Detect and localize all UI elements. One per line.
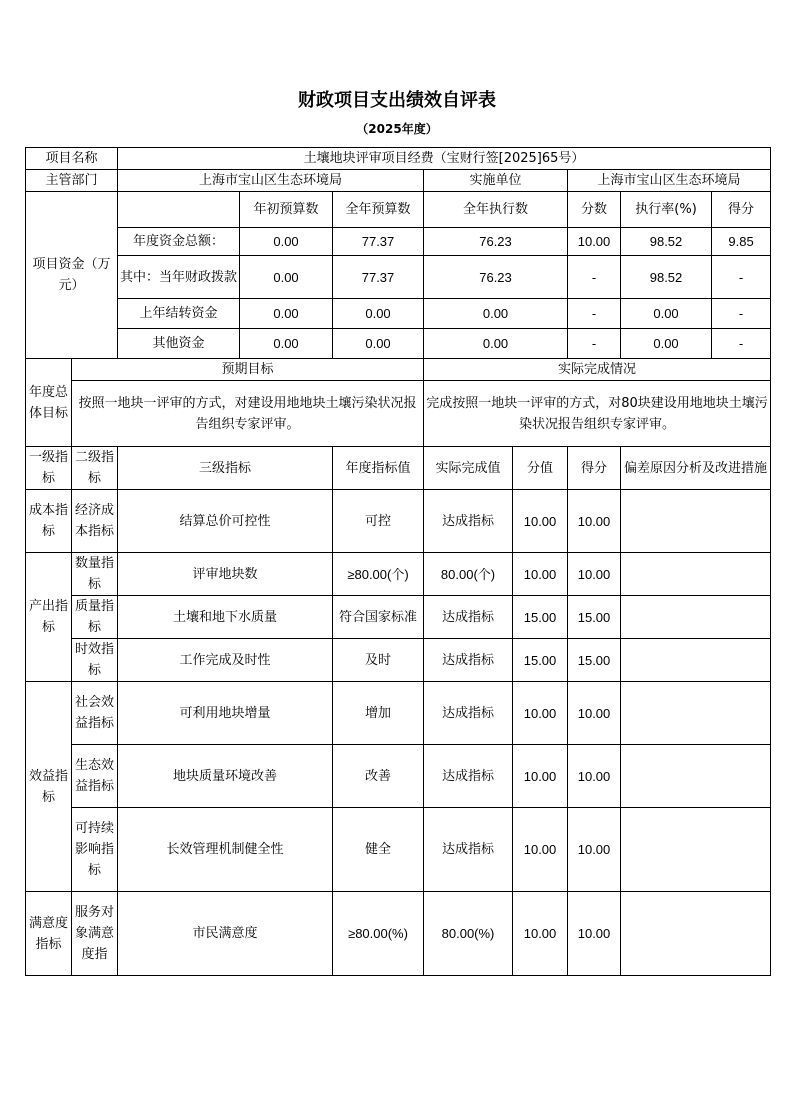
actual-cell: 达成指标 [424,596,513,639]
indicator-header: 分值 [513,447,568,490]
funds-row-label: 年度资金总额： [118,228,240,256]
score-cell: 10.00 [568,745,621,808]
score-cell: 10.00 [568,490,621,553]
target-cell: ≥80.00(%) [333,892,424,976]
funds-row [26,256,771,299]
score-cell: 15.00 [568,639,621,682]
evaluation-table [25,147,771,976]
project-name-value: 土壤地块评审项目经费（宝财行签[2025]65号） [118,148,771,170]
actual-cell: 达成指标 [424,682,513,745]
funds-cell: 0.00 [240,299,333,329]
indicator-header: 实际完成值 [424,447,513,490]
level2-cell: 社会效益指标 [72,682,118,745]
table-row [26,745,771,808]
goals-label: 年度总体目标 [26,359,72,447]
actual-cell: 达成指标 [424,490,513,553]
table-row [26,490,771,553]
level3-cell: 土壤和地下水质量 [118,596,333,639]
funds-cell: 0.00 [240,228,333,256]
funds-header: 分数 [568,192,621,228]
table-row [26,682,771,745]
level2-cell: 可持续影响指标 [72,808,118,892]
expected-goal-text: 按照一地块一评审的方式，对建设用地地块土壤污染状况报告组织专家评审。 [72,381,424,447]
funds-cell: - [712,256,771,299]
actual-goal-text: 完成按照一地块一评审的方式，对80块建设用地地块土壤污染状况报告组织专家评审。 [424,381,771,447]
level1-cell: 成本指标 [26,490,72,553]
actual-cell: 达成指标 [424,745,513,808]
level2-cell: 质量指标 [72,596,118,639]
funds-header: 全年执行数 [424,192,568,228]
level3-cell: 评审地块数 [118,553,333,596]
dept-label: 主管部门 [26,170,118,192]
funds-cell: - [712,299,771,329]
level2-cell: 时效指标 [72,639,118,682]
funds-cell: 98.52 [621,256,712,299]
weight-cell: 10.00 [513,490,568,553]
funds-cell: 0.00 [424,329,568,359]
funds-cell: 0.00 [240,256,333,299]
level3-cell: 结算总价可控性 [118,490,333,553]
level1-cell: 产出指标 [26,553,72,682]
funds-header: 全年预算数 [333,192,424,228]
indicator-header: 年度指标值 [333,447,424,490]
funds-cell: 98.52 [621,228,712,256]
funds-row [26,228,771,256]
target-cell: 健全 [333,808,424,892]
weight-cell: 10.00 [513,892,568,976]
indicator-header: 得分 [568,447,621,490]
funds-header: 得分 [712,192,771,228]
remark-cell [621,892,771,976]
indicator-header: 一级指标 [26,447,72,490]
page-title: 财政项目支出绩效自评表 [298,90,496,111]
funds-cell: 0.00 [621,329,712,359]
indicator-header: 偏差原因分析及改进措施 [621,447,771,490]
remark-cell [621,490,771,553]
level2-cell: 生态效益指标 [72,745,118,808]
funds-cell: - [568,299,621,329]
weight-cell: 10.00 [513,553,568,596]
weight-cell: 10.00 [513,745,568,808]
impl-value: 上海市宝山区生态环境局 [568,170,771,192]
level3-cell: 地块质量环境改善 [118,745,333,808]
level3-cell: 可利用地块增量 [118,682,333,745]
indicator-header-row [26,447,771,490]
actual-goal-header: 实际完成情况 [424,359,771,381]
level3-cell: 市民满意度 [118,892,333,976]
level1-cell: 满意度指标 [26,892,72,976]
table-row [26,639,771,682]
target-cell: ≥80.00(个) [333,553,424,596]
indicator-header: 二级指标 [72,447,118,490]
funds-cell: 9.85 [712,228,771,256]
level2-cell: 服务对象满意度指 [72,892,118,976]
funds-cell: 77.37 [333,256,424,299]
funds-cell: 77.37 [333,228,424,256]
actual-cell: 80.00(%) [424,892,513,976]
level3-cell: 长效管理机制健全性 [118,808,333,892]
score-cell: 10.00 [568,808,621,892]
funds-cell: - [568,329,621,359]
target-cell: 符合国家标准 [333,596,424,639]
weight-cell: 15.00 [513,596,568,639]
funds-cell: - [568,256,621,299]
funds-cell: 0.00 [240,329,333,359]
remark-cell [621,639,771,682]
table-row [26,892,771,976]
score-cell: 10.00 [568,553,621,596]
funds-label: 项目资金（万元） [26,192,118,359]
funds-cell: 0.00 [424,299,568,329]
indicator-header: 三级指标 [118,447,333,490]
weight-cell: 15.00 [513,639,568,682]
project-name-label: 项目名称 [26,148,118,170]
target-cell: 及时 [333,639,424,682]
remark-cell [621,682,771,745]
remark-cell [621,553,771,596]
funds-cell: - [712,329,771,359]
funds-cell: 0.00 [621,299,712,329]
score-cell: 10.00 [568,892,621,976]
impl-label: 实施单位 [424,170,568,192]
actual-cell: 达成指标 [424,808,513,892]
target-cell: 改善 [333,745,424,808]
funds-cell: 76.23 [424,256,568,299]
expected-goal-header: 预期目标 [72,359,424,381]
weight-cell: 10.00 [513,808,568,892]
funds-cell: 0.00 [333,329,424,359]
actual-cell: 80.00(个) [424,553,513,596]
actual-cell: 达成指标 [424,639,513,682]
funds-row [26,299,771,329]
page-subtitle: （2025年度） [356,122,438,136]
funds-cell: 10.00 [568,228,621,256]
level2-cell: 经济成本指标 [72,490,118,553]
weight-cell: 10.00 [513,682,568,745]
funds-cell: 76.23 [424,228,568,256]
table-row [26,596,771,639]
funds-header: 年初预算数 [240,192,333,228]
funds-row [26,329,771,359]
dept-value: 上海市宝山区生态环境局 [118,170,424,192]
table-row [26,808,771,892]
score-cell: 15.00 [568,596,621,639]
funds-header-blank [118,192,240,228]
funds-row-label: 其中：当年财政拨款 [118,256,240,299]
funds-row-label: 上年结转资金 [118,299,240,329]
remark-cell [621,745,771,808]
funds-row-label: 其他资金 [118,329,240,359]
score-cell: 10.00 [568,682,621,745]
target-cell: 可控 [333,490,424,553]
level3-cell: 工作完成及时性 [118,639,333,682]
target-cell: 增加 [333,682,424,745]
remark-cell [621,808,771,892]
remark-cell [621,596,771,639]
funds-header: 执行率(%) [621,192,712,228]
level1-cell: 效益指标 [26,682,72,892]
funds-cell: 0.00 [333,299,424,329]
level2-cell: 数量指标 [72,553,118,596]
table-row [26,553,771,596]
